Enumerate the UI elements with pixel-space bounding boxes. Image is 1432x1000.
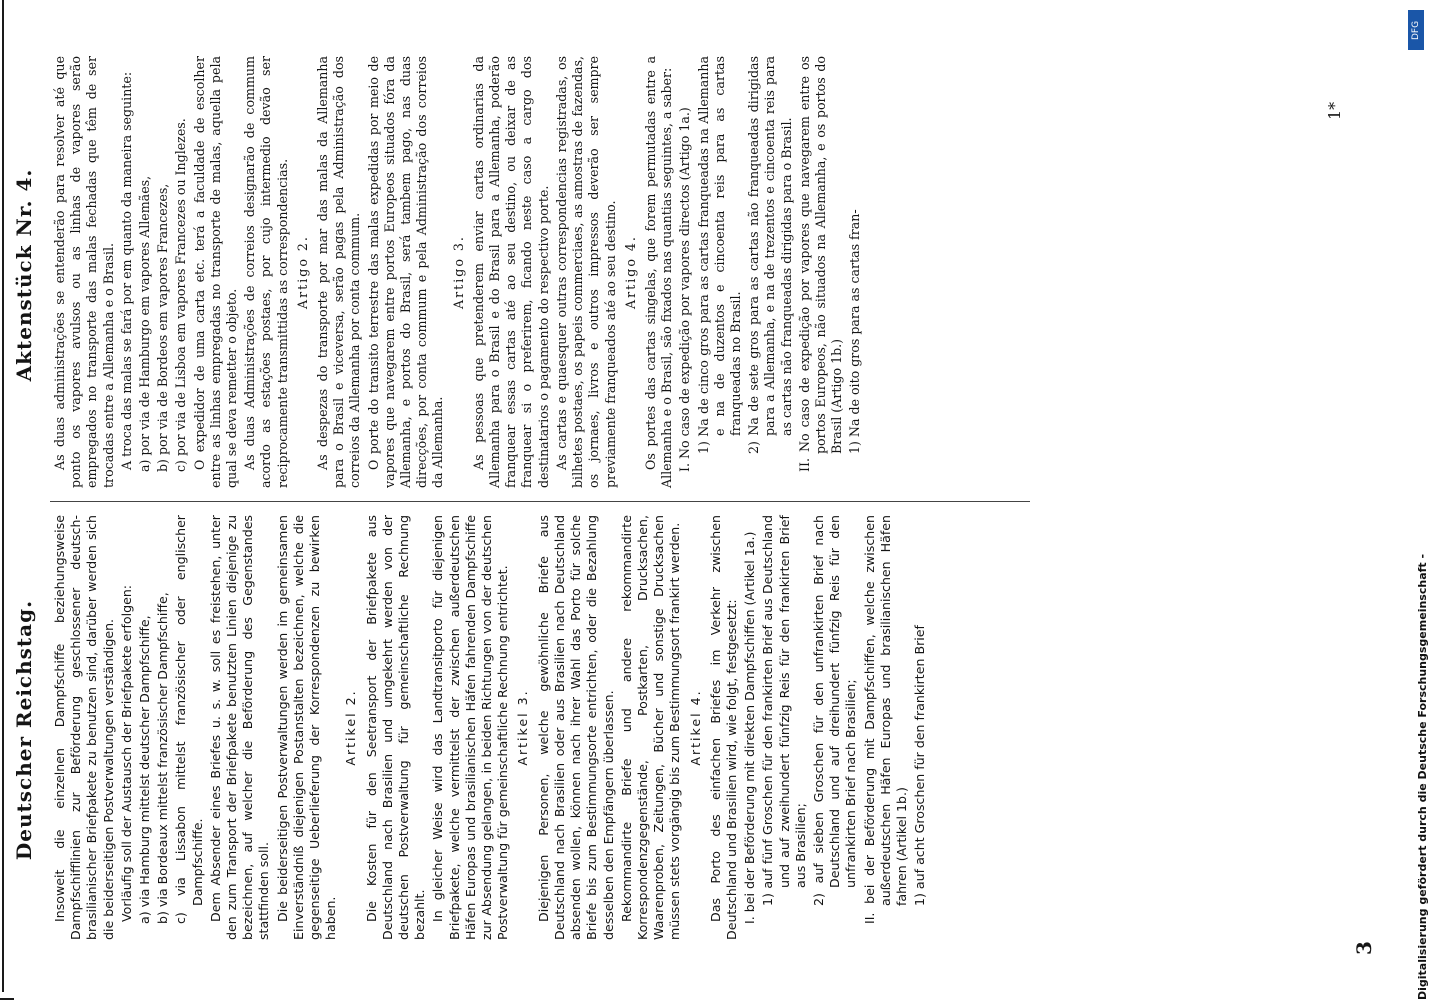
paragraph: Vorläufig soll der Austausch der Briefpakete erfolgen: xyxy=(118,584,134,922)
paragraph: a) por via de Hamburgo em vapores Allemães, xyxy=(137,175,153,472)
paragraph: II. bei der Beförderung mit Dampfschiffen, welche zwischen außerdeutschen Häfen Europas und brasilianischen Häfen fahren (Artikel 1b.) xyxy=(861,515,909,924)
watermark-strip xyxy=(1400,0,1432,1000)
paragraph: As duas Administrações de correios designarão de commum acordo as estações postaes, por cujo intermedio devão ser reciprocamente transmittidas as correspondencias. xyxy=(242,56,290,488)
paragraph: O porte do transito terrestre das malas expedidas por meio de vapores que navegarem entre portos Europeos situados fóra da Allemanha, e portos do Brasil, será tambem pago, nas duas direcções, por conta commum e pela Administração dos correios da Allemanha. xyxy=(365,56,446,488)
header-left-title: Deutscher Reichstag. xyxy=(12,599,36,861)
paragraph: Die beiderseitigen Postverwaltungen werden im gemeinsamen Einverständniß diejenigen Postanstalten bezeichnen, welche die gegenseitige Ueberlieferung der Korrespondenzen zu bewirken haben. xyxy=(274,515,339,940)
paragraph: I. bei der Beförderung mit direkten Dampfschiffen (Artikel 1a.) xyxy=(742,531,758,924)
watermark-text: Digitalisierung gefördert durch die Deutsche Forschungsgemeinschaft - xyxy=(1416,553,1429,1000)
article-heading: Artigo 3. xyxy=(450,235,466,309)
paragraph: I. No caso de expedição por vapores directos (Artigo 1a.) xyxy=(677,107,693,472)
paragraph: Insoweit die einzelnen Dampfschiffe beziehungsweise Dampfschifflinien zur Beförderung geschlossener deutsch-brasilianischer Briefpakete zu benutzen sind, darüber werden sich die beiderseitigen Postverwaltungen verständigen. xyxy=(52,515,116,940)
portuguese-column xyxy=(52,56,866,488)
dfg-logo-icon: DFG xyxy=(1408,10,1424,50)
paragraph: a) via Hamburg mittelst deutscher Dampfschiffe, xyxy=(137,615,153,924)
article-heading: Artigo 2. xyxy=(294,235,310,309)
paragraph: A troca das malas se fará por em quanto da maneira seguinte: xyxy=(118,71,134,470)
paragraph: Diejenigen Personen, welche gewöhnliche Briefe aus Deutschland nach Brasilien oder aus Brasilien nach Deutschland absenden wollen, können nach ihrer Wahl das Porto für solche Briefe bis zum Bestimmungsorte entrichten, oder die Bezahlung desselben den Empfängern überlassen. xyxy=(535,515,616,940)
german-column xyxy=(52,515,930,940)
paragraph: Rekommandirte Briefe und andere rekommandirte Korrespondenzgegenstände, Postkarten, Drucksachen, Waarenproben, Zeitungen, Bücher und sonstige Drucksachen müssen stets vorgängig bis zum Bestimmungsort frankirt werden. xyxy=(618,515,683,940)
paragraph: As despezas do transporte por mar das malas da Allemanha para o Brasil e viceversa, serão pagas pela Administração dos correios da Allemanha por conta commum. xyxy=(315,56,363,488)
article-heading: Artikel 4. xyxy=(687,689,703,766)
paragraph: b) via Bordeaux mittelst französischer Dampfschiffe, xyxy=(155,592,171,924)
header-rule xyxy=(2,0,4,992)
paragraph: 1) auf fünf Groschen für den frankirten Brief aus Deutschland und auf zweihundert fünfzig Reis für den frankirten Brief aus Brasilien; xyxy=(760,515,808,906)
paragraph: c) por via de Lisboa em vapores Francezes ou Inglezes. xyxy=(173,118,189,472)
paragraph: As duas administrações se entenderão para resolver até que ponto os vapores avulsos ou as linhas de vapores serão empregados no transporte das malas fechadas que têm de ser trocadas entre a Allemanha e o Brasil. xyxy=(52,56,116,488)
column-divider xyxy=(50,501,1030,502)
paragraph: II. No caso de expedição por vapores que navegarem entre os portos Europeos, não situados na Allemanha, e os portos do Brasil (Artigo 1b.) xyxy=(796,56,845,472)
paragraph: As cartas e quaesquer outras correspondencias registradas, os bilhetes postaes, os papeis commerciaes, as amostras de fazendas, os jornaes, livros e outros impressos deverão ser sempre previamente franqueados até ao seu destino. xyxy=(553,56,618,488)
paragraph: Dem Absender eines Briefes u. s. w. soll es freistehen, unter den zum Transport der Briefpakete benutzten Linien diejenige zu bezeichnen, auf welcher die Beförderung des Gegenstandes stattfinden soll. xyxy=(207,515,272,940)
article-heading: Artikel 2. xyxy=(343,689,359,766)
paragraph: Os portes das cartas singelas, que forem permutadas entre a Allemanha e o Brasil, são fixados nas quantias seguintes, a saber: xyxy=(642,56,675,488)
signature-mark: 1* xyxy=(1325,101,1344,120)
paragraph: Das Porto des einfachen Briefes im Verkehr zwischen Deutschland und Brasilien wird, wie folgt, festgesetzt: xyxy=(707,515,739,940)
paragraph: b) por via de Bordeos em vapores Francezes, xyxy=(155,183,171,472)
header-right-title: Aktenstück Nr. 4. xyxy=(12,168,36,382)
paragraph: c) via Lissabon mittelst französischer oder englischer Dampfschiffe. xyxy=(173,515,205,924)
paragraph: Die Kosten für den Seetransport der Briefpakete aus Deutschland nach Brasilien und umgekehrt werden von der deutschen Postverwaltung für gemeinschaftliche Rechnung bezahlt. xyxy=(363,515,428,940)
paragraph: 1) Na de oito gros para as cartas fran- xyxy=(847,209,863,454)
article-heading: Artikel 3. xyxy=(515,689,531,766)
paragraph: O expedidor de uma carta etc. terá a faculdade de escolher entre as linhas empregadas no transporte de malas, aquella pela qual se deva remetter o objeto. xyxy=(191,56,240,488)
paragraph: 1) auf acht Groschen für den frankirten Brief xyxy=(912,625,928,906)
paragraph: 2) auf sieben Groschen für den unfrankirten Brief nach Deutschland und auf dreihundert fünfzig Reis für den unfrankirten Brief nach Brasilien; xyxy=(810,515,859,906)
paragraph: In gleicher Weise wird das Landtransitporto für diejenigen Briefpakete, welche vermittelst der zwischen außerdeutschen Häfen Europas und brasilianischen Häfen fahrenden Dampfschiffe zur Absendung gelangen, in beiden Richtungen von der deutschen Postverwaltung für gemeinschaftliche Rechnung entrichtet. xyxy=(430,515,511,940)
paragraph: As pessoas que pretenderem enviar cartas ordinarias da Allemanha para o Brasil e do Brasil para a Allemanha, poderão franquear essas cartas até ao seu destino, ou deixar de as franquear si o preferirem, ficando neste caso a cargo dos destinatarios o pagamento do respectivo porte. xyxy=(470,56,551,488)
paragraph: 2) Na de sete gros para as cartas não franqueadas dirigidas para a Allemanha, e na de trezentos e cincoenta reis para as cartas não franqueadas dirigidas para o Brasil. xyxy=(746,56,794,454)
page-number: 3 xyxy=(1352,941,1376,955)
paragraph: 1) Na de cinco gros para as cartas franqueadas na Allemanha e na de duzentos e cincoenta reis para as cartas franqueadas no Brasil. xyxy=(695,56,743,454)
article-heading: Artigo 4. xyxy=(622,235,638,309)
